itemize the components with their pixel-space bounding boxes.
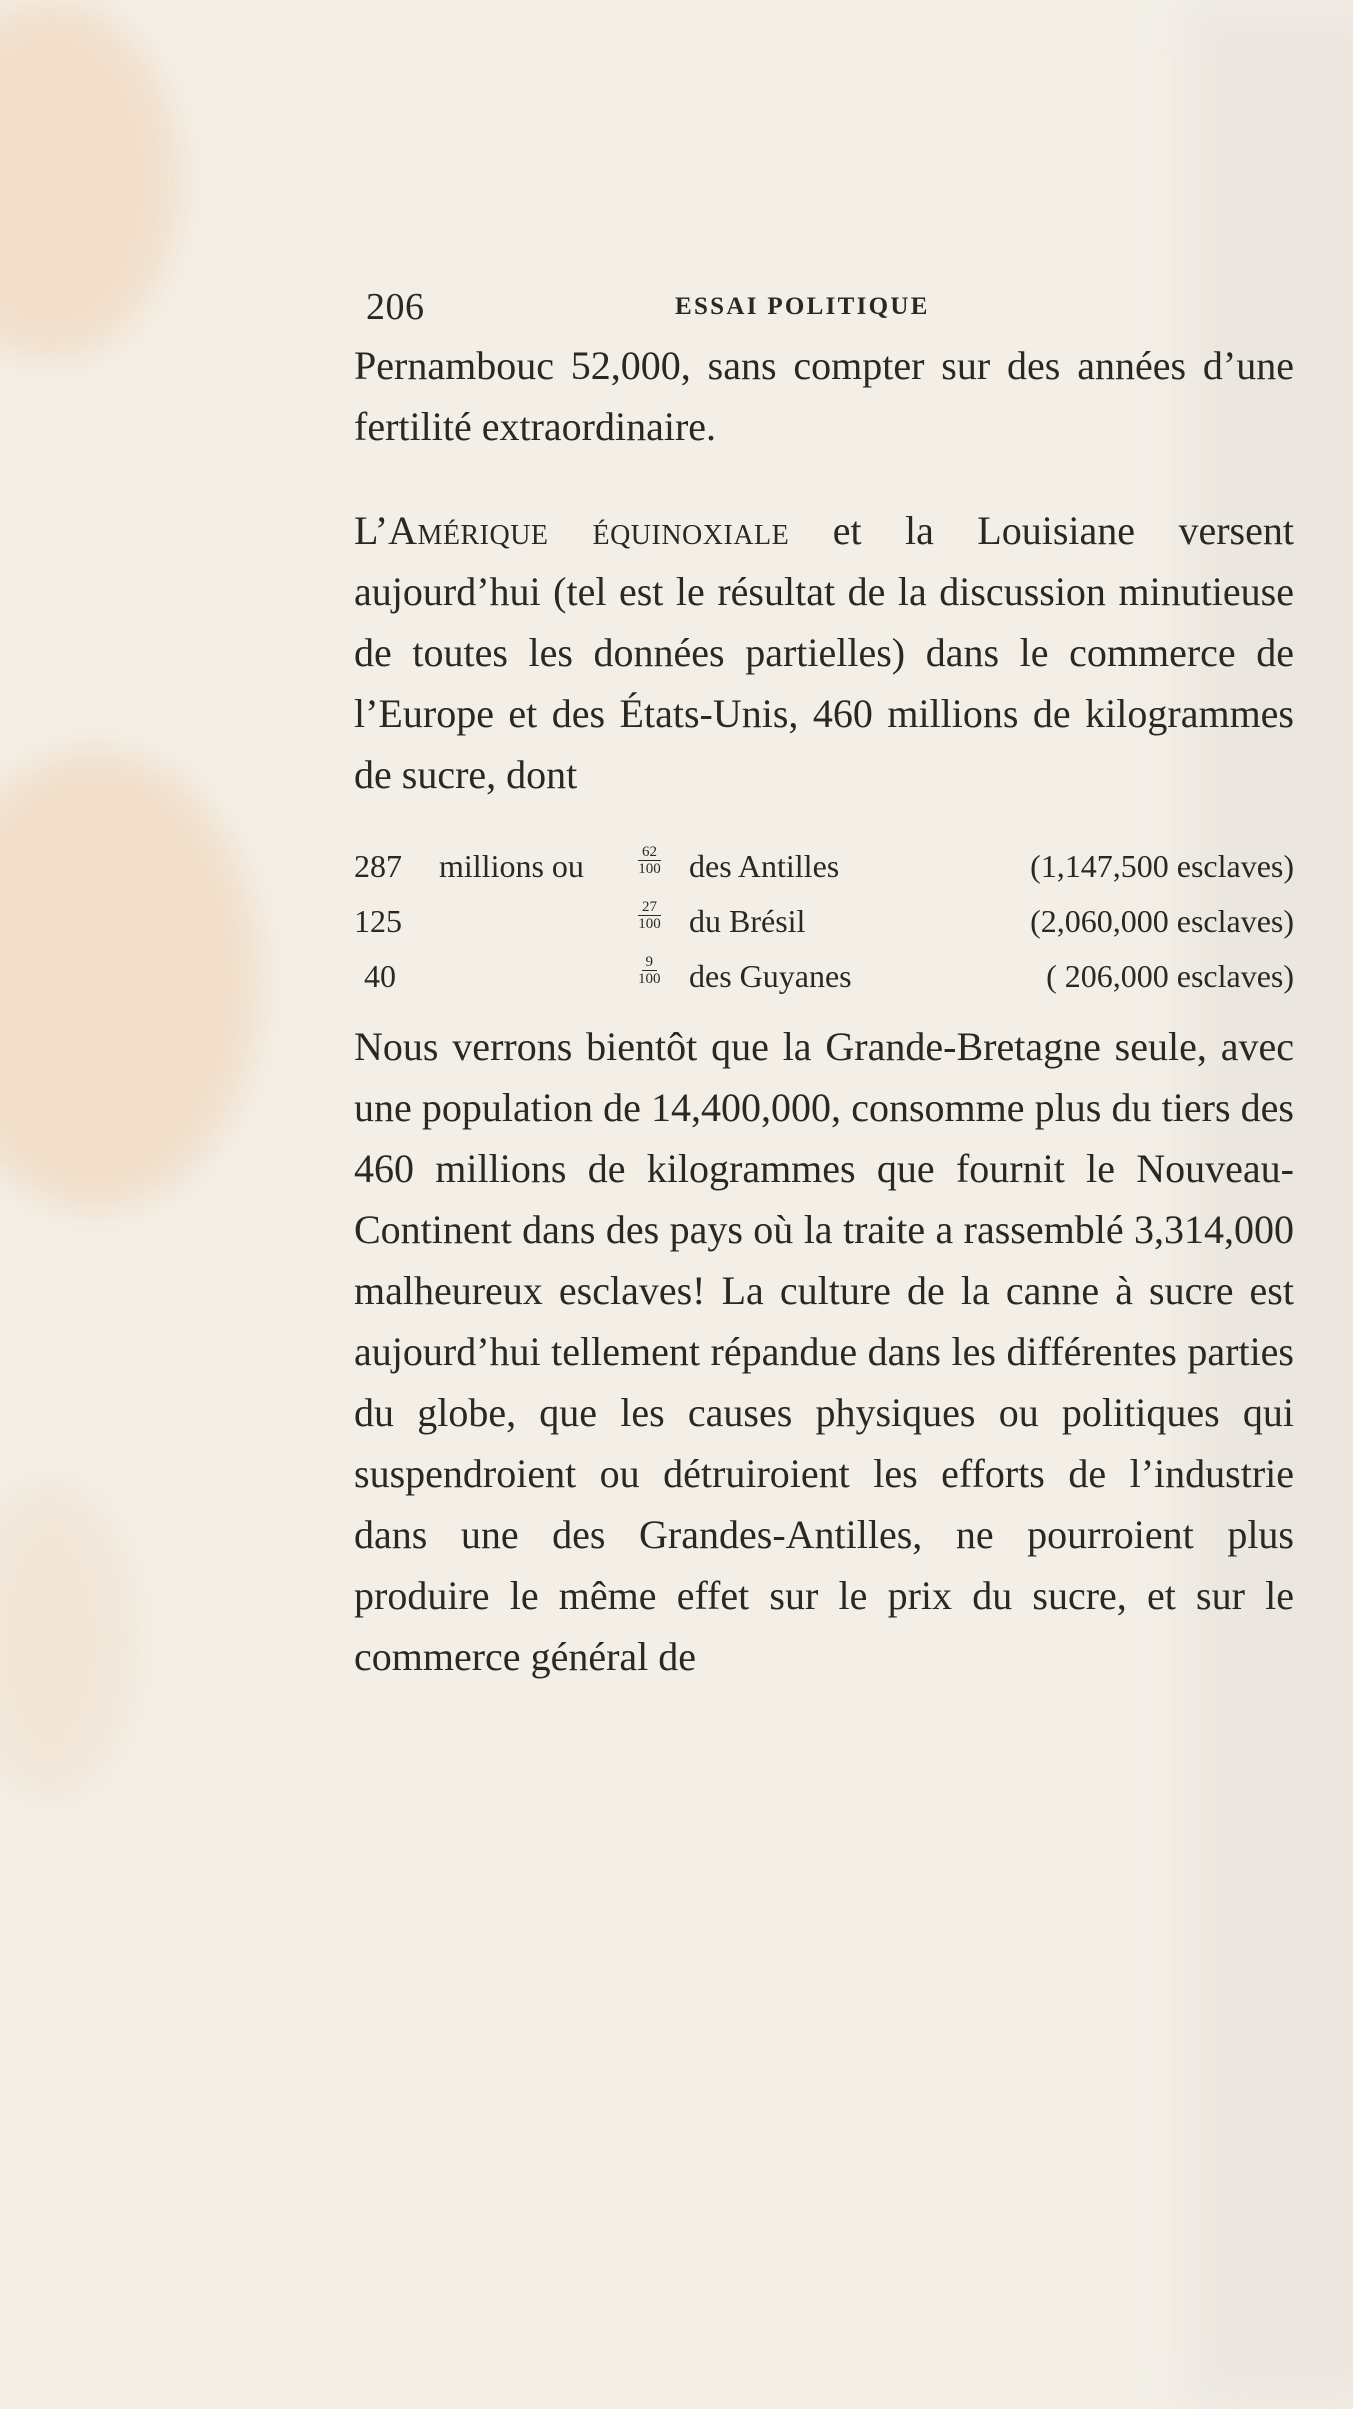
paragraph-2: [354, 500, 1294, 805]
table-amount: 40: [364, 958, 396, 994]
fraction-denominator: 100: [638, 971, 661, 987]
paragraph-2-rest: et la Louisiane versent aujourd’hui (tel est le résultat de la discussion minutieuse de toutes les données partielles) dans le commerce de l’Europe et des États-Unis, 460 millions de kilogrammes de sucre, dont: [354, 508, 1294, 797]
paper-stain: [0, 750, 260, 1210]
page-header: [354, 281, 1294, 347]
table-fraction: [638, 844, 661, 877]
table-label: millions ou: [439, 848, 584, 884]
paper-stain: [0, 0, 180, 360]
paragraph-2-smallcaps: Amérique équinoxiale: [388, 508, 790, 553]
table-row: [354, 949, 1294, 1004]
table-amount: 125: [354, 903, 402, 939]
table-fraction: [638, 899, 661, 932]
fraction-numerator: 62: [638, 844, 661, 861]
table-row: [354, 894, 1294, 949]
page-number: 206: [366, 286, 425, 328]
fraction-denominator: 100: [638, 916, 661, 932]
sugar-table: [354, 839, 1294, 1004]
book-page: [354, 281, 1294, 1687]
paragraph-2-prefix: L’: [354, 508, 389, 553]
paragraph-3: Nous verrons bientôt que la Grande-Bretagne seule, avec une population de 14,400,000, consomme plus du tiers des 460 millions de kilogrammes que fournit le Nouveau-Continent dans des pays où la traite a rassemblé 3,314,000 malheureux esclaves! La culture de la canne à sucre est aujourd’hui tellement répandue dans les différentes parties du globe, que les causes physiques ou politiques qui suspendroient ou détruiroient les efforts de l’industrie dans une des Grandes-Antilles, ne pourroient plus produire le même effet sur le prix du sucre, et sur le commerce général de: [354, 1024, 1294, 1679]
table-amount: 287: [354, 848, 402, 884]
fraction-denominator: 100: [638, 861, 661, 877]
table-slaves: (1,147,500 esclaves): [1030, 848, 1294, 884]
fraction-numerator: 27: [638, 899, 661, 916]
paper-stain: [0, 1480, 140, 1800]
table-slaves: ( 206,000 esclaves): [1046, 958, 1294, 994]
fraction-numerator: 9: [642, 954, 658, 971]
running-head: ESSAI POLITIQUE: [675, 293, 930, 320]
table-slaves: (2,060,000 esclaves): [1030, 903, 1294, 939]
table-fraction: [638, 954, 661, 987]
table-place: du Brésil: [689, 903, 806, 939]
table-place: des Antilles: [689, 848, 840, 884]
table-row: [354, 839, 1294, 894]
table-place: des Guyanes: [689, 958, 852, 994]
paragraph-1: Pernambouc 52,000, sans compter sur des années d’une fertilité extraordinaire.: [354, 343, 1294, 449]
